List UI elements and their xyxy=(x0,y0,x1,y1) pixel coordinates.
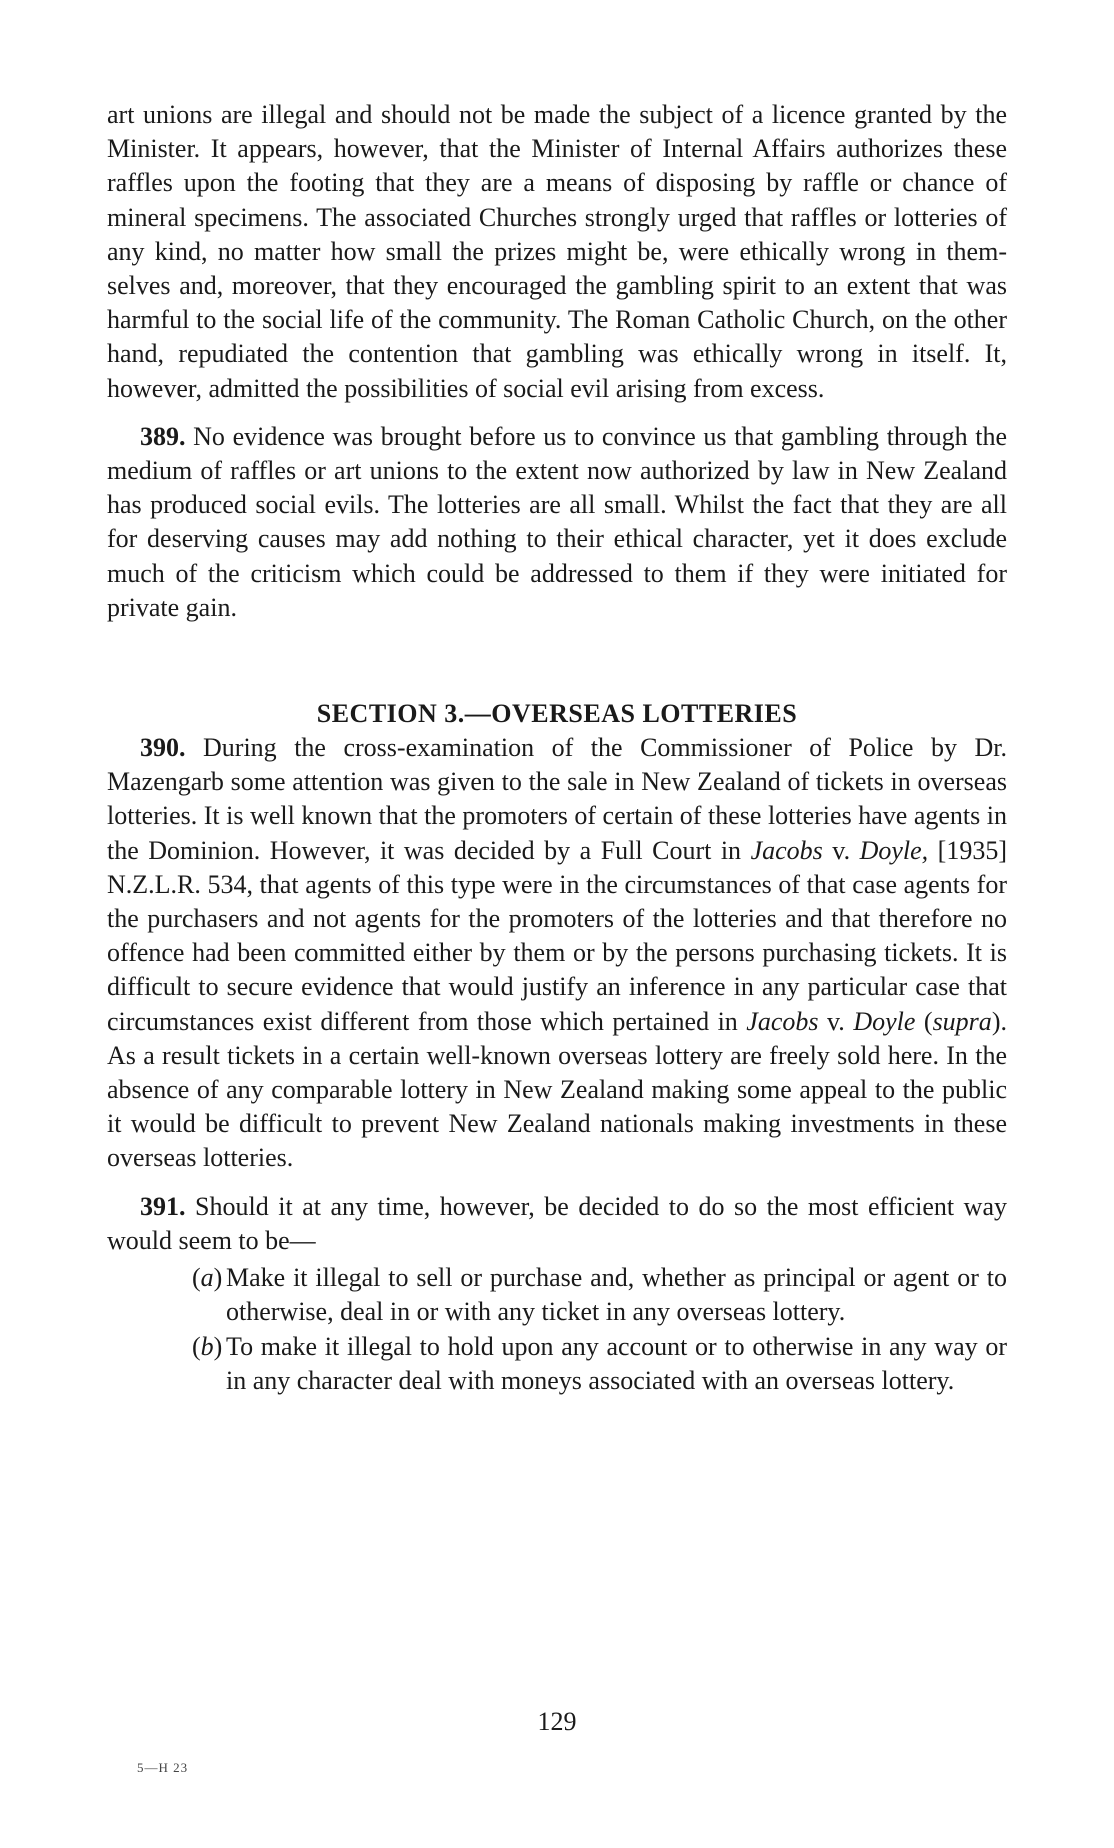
paragraph-number: 391. xyxy=(140,1191,186,1221)
section-heading: SECTION 3.—OVERSEAS LOTTERIES xyxy=(316,699,798,729)
paragraph-number: 390. xyxy=(140,733,186,763)
paragraph-391 xyxy=(107,1190,1007,1258)
paragraph-text: Should it at any time, however, be decided to do so the most efficient way would seem to be— xyxy=(107,1191,1007,1255)
case-name: Doyle xyxy=(853,1006,916,1036)
page-number: 129 xyxy=(537,1707,577,1736)
paragraph-390 xyxy=(107,731,1007,1176)
supra-reference: supra xyxy=(932,1006,992,1036)
printer-signature: 5—H 23 xyxy=(137,1760,189,1775)
case-name: Jacobs xyxy=(750,835,823,865)
paragraph-text: No evidence was brought before us to convince us that gambling through the medium of raffles or art unions to the extent now authorized by law in New Zealand has produced social evils. The lotteries are all small. Whilst the fact that they are all for deserving causes may add nothing to their ethical character, yet it does exclude much of the criticism which could be addressed to them if they were initiated for private gain. xyxy=(107,421,1007,622)
paragraph-text: v. xyxy=(822,835,860,865)
paragraph-text: [1935] N.Z.L.R. 534, that agents of this type were in the circumstances of that case agents for the purchasers and not agents for the promoters of the lotteries and that therefore no offence had been committed either by them or by the persons purchasing tickets. It is difficult to secure evidence that would justify an inference in any particular case that circumstances exist different from those which pertained in xyxy=(107,835,1007,1036)
document-page xyxy=(107,98,1007,1398)
paragraph-text: During the cross-examination of the Commissioner of Police by Dr. Mazengarb some attention was given to the sale in New Zealand of tickets in overseas lotteries. It is well known that the promoters of certain of these lotteries have agents in the Dominion. However, it was decided by a Full Court in xyxy=(107,733,1007,865)
case-name: Jacobs xyxy=(746,1006,819,1036)
paragraph-number: 389. xyxy=(140,421,186,451)
paragraph-389 xyxy=(107,420,1007,625)
paragraph-text: ( xyxy=(915,1006,933,1036)
list-item-b xyxy=(107,1330,1007,1398)
case-name: Doyle, xyxy=(859,835,929,865)
paragraph-text: v. xyxy=(818,1006,854,1036)
continuation-paragraph: art unions are illegal and should not be made the subject of a licence granted by the Minister. It appears, however, that the Minister of Internal Affairs authorizes these raffles upon the footing that they are a means of disposing by raffle or chance of mineral specimens. The associated Churches strongly urged that raffles or lotteries of any kind, no matter how small the prizes might be, were ethically wrong in themselves and, moreover, that they encouraged the gambling spirit to an extent that was harmful to the social life of the community. The Roman Catholic Church, on the other hand, repudiated the contention that gambling was ethically wrong in itself. It, however, admitted the possibilities of social evil arising from excess. xyxy=(107,100,1007,403)
list-marker: (b) xyxy=(192,1331,223,1361)
paragraph-text: ). As a result tickets in a certain well-known overseas lottery are freely sold here. In the absence of any comparable lottery in New Zealand making some appeal to the public it would be difficult to prevent New Zealand nationals making investments in these overseas lotteries. xyxy=(107,1006,1007,1173)
list-item-text: To make it illegal to hold upon any account or to otherwise in any way or in any character deal with moneys associated with an overseas lottery. xyxy=(226,1331,1007,1395)
list-item-a xyxy=(107,1261,1007,1329)
list-item-text: Make it illegal to sell or purchase and, whether as principal or agent or to otherwise, deal in or with any ticket in any overseas lottery. xyxy=(226,1263,1007,1327)
list-marker: (a) xyxy=(192,1263,223,1293)
recommendation-list xyxy=(107,1261,1007,1398)
